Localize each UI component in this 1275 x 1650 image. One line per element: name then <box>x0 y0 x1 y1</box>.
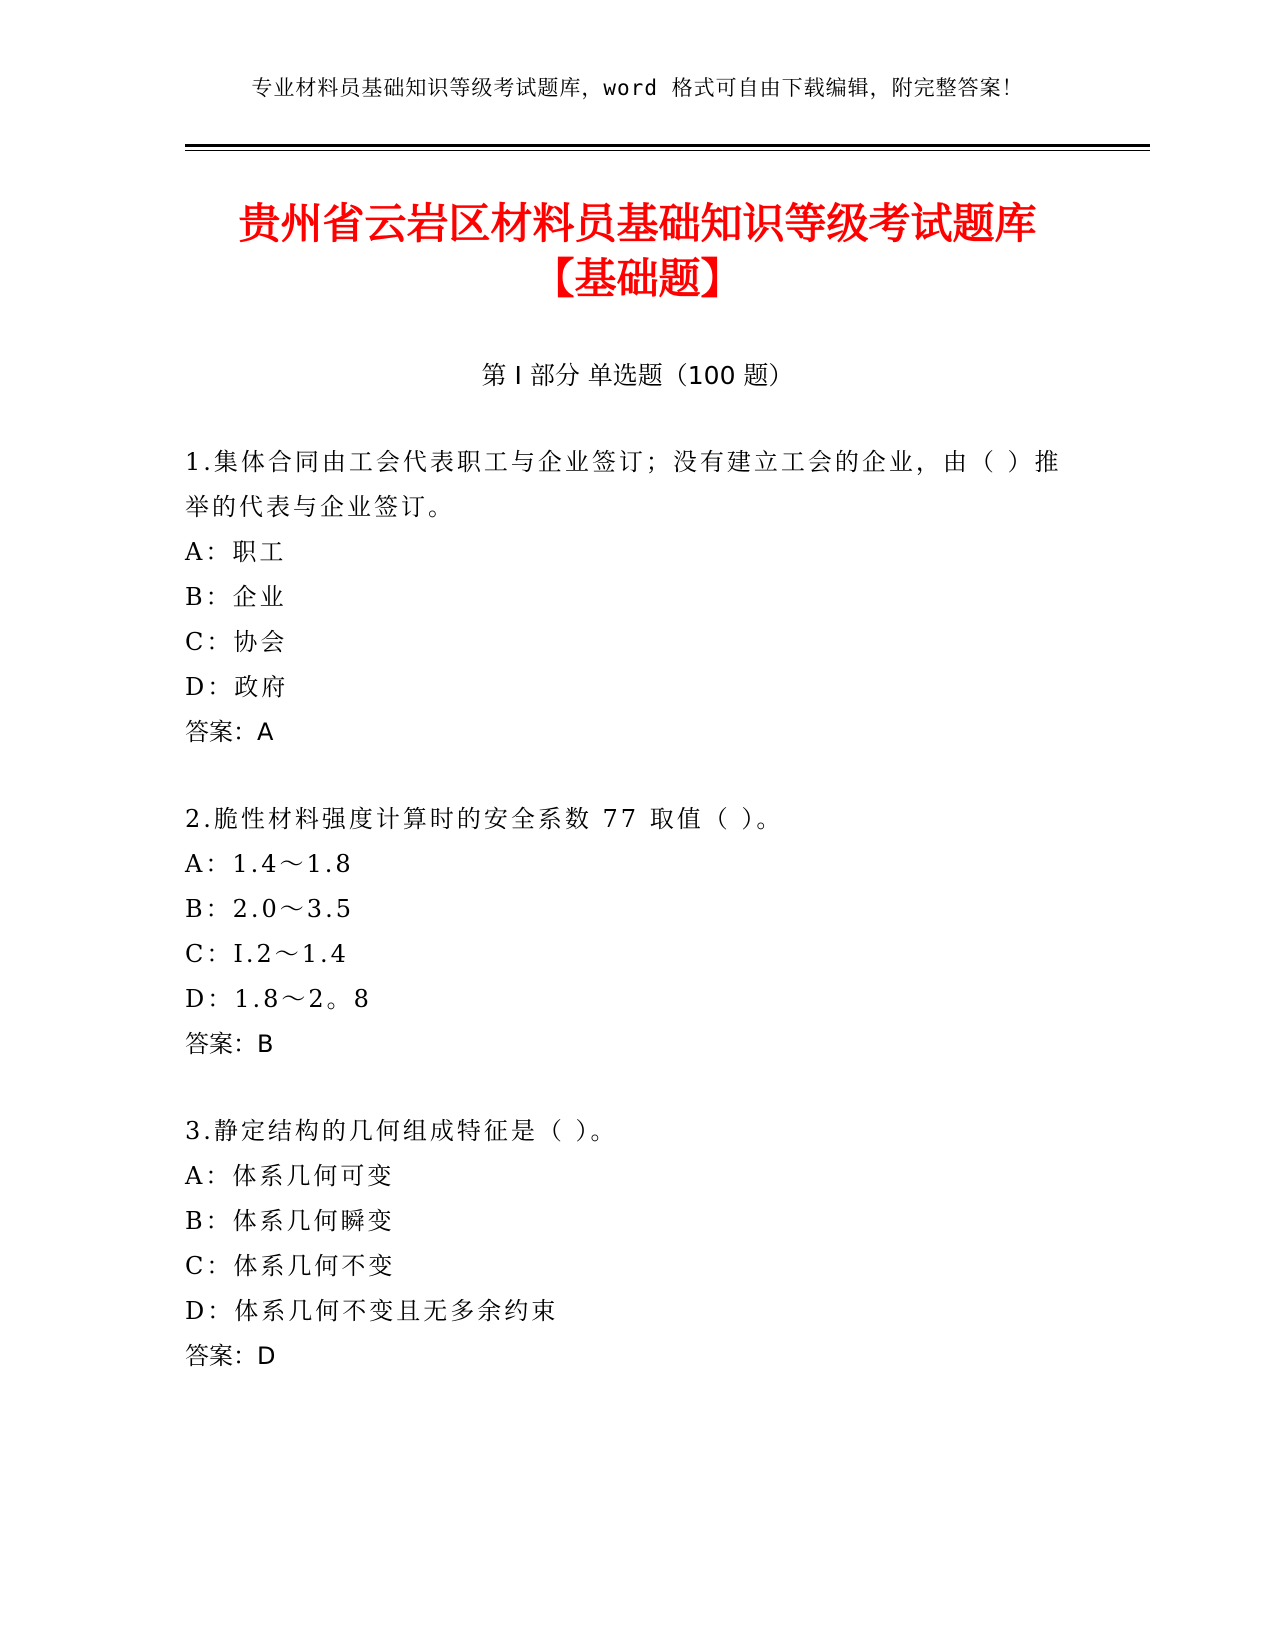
option-d: D：政府 <box>185 673 289 701</box>
header-rule-thin <box>185 150 1150 151</box>
document-title <box>140 196 1135 306</box>
header-note: 专业材料员基础知识等级考试题库，word 格式可自由下载编辑，附完整答案！ <box>251 76 1024 100</box>
option-b: B：2.0～3.5 <box>185 895 354 923</box>
option-c: C：I.2～1.4 <box>185 940 349 968</box>
option-b: B：体系几何瞬变 <box>185 1207 395 1235</box>
option-b: B：企业 <box>185 583 287 611</box>
option-a: A：体系几何可变 <box>185 1162 395 1190</box>
question-2 <box>185 797 1075 1067</box>
option-a: A：1.4～1.8 <box>185 850 354 878</box>
title-line-1: 贵州省云岩区材料员基础知识等级考试题库 <box>238 199 1037 248</box>
section-title: 第 I 部分 单选题（100 题） <box>481 361 794 390</box>
question-list <box>185 440 1075 1421</box>
option-c: C：协会 <box>185 628 288 656</box>
option-c: C：体系几何不变 <box>185 1252 396 1280</box>
header-rule-thick <box>185 144 1150 147</box>
answer: 答案：D <box>185 1342 276 1370</box>
question-3 <box>185 1109 1075 1379</box>
question-stem: 1.集体合同由工会代表职工与企业签订；没有建立工会的企业，由（ ）推举的代表与企业签订。 <box>185 448 1062 521</box>
question-1 <box>185 440 1075 755</box>
title-line-2: 【基础题】 <box>532 254 743 303</box>
question-stem: 2.脆性材料强度计算时的安全系数 77 取值（ ）。 <box>185 805 784 833</box>
answer: 答案：A <box>185 718 274 746</box>
answer: 答案：B <box>185 1030 274 1058</box>
option-a: A：职工 <box>185 538 287 566</box>
option-d: D：体系几何不变且无多余约束 <box>185 1297 559 1325</box>
question-stem: 3.静定结构的几何组成特征是（ ）。 <box>185 1117 618 1145</box>
option-d: D：1.8～2。8 <box>185 985 372 1013</box>
